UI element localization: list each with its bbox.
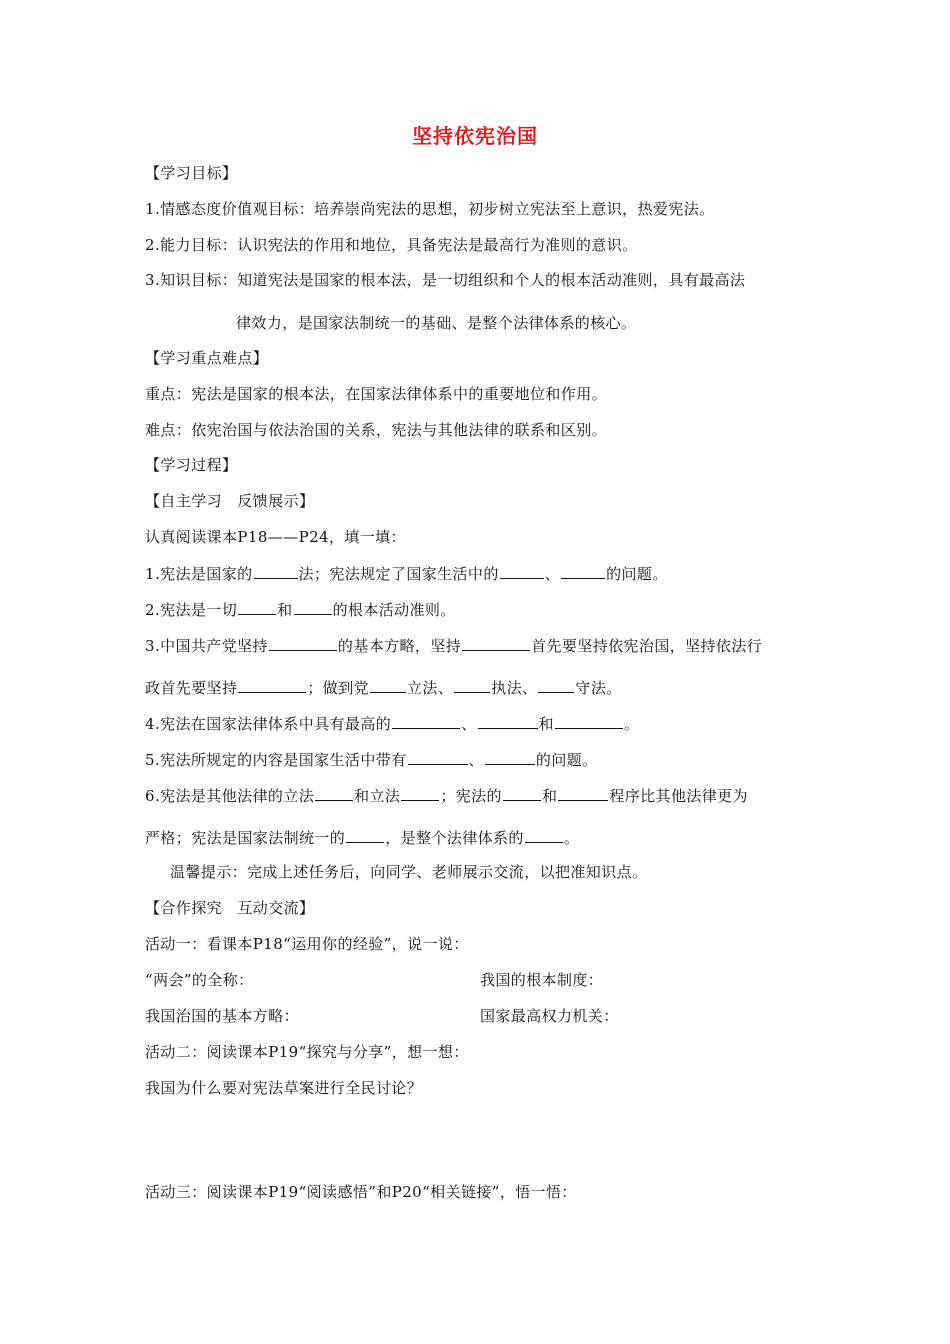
activity-2: 活动二：阅读课本P19“探究与分享”，想一想： bbox=[145, 1043, 469, 1061]
q4-text: 和 bbox=[538, 715, 554, 733]
self-study-header: 【自主学习 反馈展示】 bbox=[145, 492, 315, 510]
activity-1-item-right-1: 我国的根本制度： bbox=[480, 971, 604, 989]
activity-1-item-right-2: 国家最高权力机关： bbox=[480, 1007, 619, 1025]
q6-blank-2[interactable] bbox=[401, 785, 439, 801]
tip: 温馨提示：完成上述任务后，向同学、老师展示交流，以把准知识点。 bbox=[170, 863, 648, 881]
q4-text: 4.宪法在国家法律体系中具有最高的 bbox=[145, 715, 392, 733]
q6-text: ，是整个法律体系的 bbox=[385, 829, 524, 847]
q5-blank-1[interactable] bbox=[408, 749, 468, 765]
q6-text: 和 bbox=[541, 787, 558, 805]
question-4 bbox=[145, 713, 639, 734]
q2-text: 的根本活动准则。 bbox=[332, 601, 456, 619]
q5-blank-2[interactable] bbox=[485, 749, 535, 765]
q1-blank-3[interactable] bbox=[561, 563, 605, 579]
question-5 bbox=[145, 749, 598, 770]
q1-text: 、 bbox=[544, 565, 561, 583]
activity-1-item-left-2: 我国治国的基本方略： bbox=[145, 1007, 300, 1025]
q4-text: 、 bbox=[461, 715, 477, 733]
q3-text: 政首先要坚持 bbox=[145, 679, 238, 697]
key-header: 【学习重点难点】 bbox=[145, 349, 269, 367]
page-title: 坚持依宪治国 bbox=[412, 124, 538, 148]
q1-blank-2[interactable] bbox=[500, 563, 544, 579]
q4-blank-2[interactable] bbox=[478, 713, 538, 729]
q6-text: 6.宪法是其他法律的立法 bbox=[145, 787, 315, 805]
q5-text: 5.宪法所规定的内容是国家生活中带有 bbox=[145, 751, 407, 769]
q3-blank-6[interactable] bbox=[538, 677, 574, 693]
q3-text: 立法、 bbox=[407, 679, 454, 697]
q3-blank-5[interactable] bbox=[454, 677, 490, 693]
q1-blank-1[interactable] bbox=[254, 563, 298, 579]
q2-text: 和 bbox=[277, 601, 293, 619]
activity-1-item-left-1: “两会”的全称： bbox=[145, 971, 254, 989]
q6-blank-4[interactable] bbox=[558, 785, 608, 801]
q3-blank-4[interactable] bbox=[370, 677, 406, 693]
q3-text: 的基本方略，坚持 bbox=[337, 637, 462, 655]
process-header: 【学习过程】 bbox=[145, 456, 238, 474]
q4-blank-1[interactable] bbox=[392, 713, 460, 729]
goal-3-line2: 律效力，是国家法制统一的基础、是整个法律体系的核心。 bbox=[236, 314, 637, 332]
q2-text: 2.宪法是一切 bbox=[145, 601, 238, 619]
q6-blank-3[interactable] bbox=[503, 785, 541, 801]
difficult-point: 难点：依宪治国与依法治国的关系，宪法与其他法律的联系和区别。 bbox=[145, 421, 608, 439]
coop-header: 【合作探究 互动交流】 bbox=[145, 899, 315, 917]
q6-text: 和立法 bbox=[354, 787, 401, 805]
question-3-line2 bbox=[145, 677, 622, 698]
q2-blank-1[interactable] bbox=[238, 599, 276, 615]
q6-text: 。 bbox=[563, 829, 580, 847]
q6-text: ；宪法的 bbox=[440, 787, 502, 805]
key-point: 重点：宪法是国家的根本法，在国家法律体系中的重要地位和作用。 bbox=[145, 385, 608, 403]
question-6-line2 bbox=[145, 827, 579, 848]
q3-text: 3.中国共产党坚持 bbox=[145, 637, 268, 655]
q3-text: ；做到党 bbox=[307, 679, 370, 697]
q1-text: 的问题。 bbox=[606, 565, 668, 583]
q5-text: 、 bbox=[468, 751, 484, 769]
question-3-line1 bbox=[145, 635, 762, 656]
question-2 bbox=[145, 599, 456, 620]
q6-blank-1[interactable] bbox=[315, 785, 353, 801]
q3-blank-2[interactable] bbox=[462, 635, 530, 651]
goal-3-line1: 3.知识目标：知道宪法是国家的根本法，是一切组织和个人的根本活动准则，具有最高法 bbox=[145, 271, 746, 289]
activity-3: 活动三：阅读课本P19“阅读感悟”和P20“相关链接”，悟一悟： bbox=[145, 1183, 577, 1201]
q4-blank-3[interactable] bbox=[555, 713, 623, 729]
q6-blank-5[interactable] bbox=[346, 827, 384, 843]
q3-text: 守法。 bbox=[575, 679, 622, 697]
goals-header: 【学习目标】 bbox=[145, 164, 238, 182]
q3-text: 首先要坚持依宪治国，坚持依法行 bbox=[531, 637, 763, 655]
q5-text: 的问题。 bbox=[535, 751, 598, 769]
q3-text: 执法、 bbox=[491, 679, 538, 697]
activity-1: 活动一：看课本P18“运用你的经验”，说一说： bbox=[145, 935, 469, 953]
q1-text: 法；宪法规定了国家生活中的 bbox=[298, 565, 499, 583]
activity-2-question: 我国为什么要对宪法草案进行全民讨论？ bbox=[145, 1079, 423, 1097]
q6-text: 严格；宪法是国家法制统一的 bbox=[145, 829, 346, 847]
goal-2: 2.能力目标：认识宪法的作用和地位，具备宪法是最高行为准则的意识。 bbox=[145, 236, 638, 254]
q6-blank-6[interactable] bbox=[525, 827, 563, 843]
goal-1: 1.情感态度价值观目标：培养崇尚宪法的思想，初步树立宪法至上意识，热爱宪法。 bbox=[145, 200, 715, 218]
q2-blank-2[interactable] bbox=[294, 599, 332, 615]
q3-blank-3[interactable] bbox=[238, 677, 306, 693]
q1-text: 1.宪法是国家的 bbox=[145, 565, 253, 583]
q6-text: 程序比其他法律更为 bbox=[609, 787, 748, 805]
question-1 bbox=[145, 563, 668, 584]
read-instruction: 认真阅读课本P18——P24，填一填： bbox=[145, 528, 406, 546]
q4-text: 。 bbox=[623, 715, 640, 733]
question-6-line1 bbox=[145, 785, 748, 806]
q3-blank-1[interactable] bbox=[269, 635, 337, 651]
